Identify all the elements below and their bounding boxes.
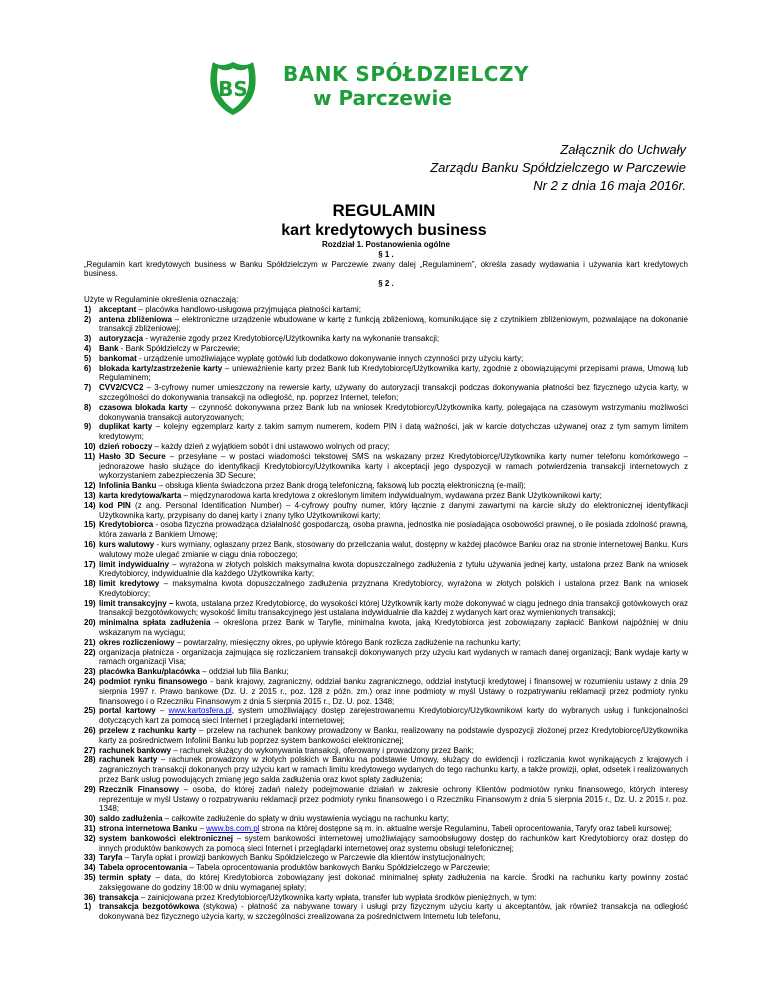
definition-text: - urządzenie umożliwiające wypłatę gotówki lub dodatkowo dokonywanie innych czynności przy użyciu karty; <box>136 353 524 363</box>
definition-item <box>84 481 688 491</box>
definition-item <box>84 746 688 756</box>
definition-text: – rachunek służący do wykonywania transakcji, oferowany i prowadzony przez Bank; <box>171 745 474 755</box>
item-number: 36) <box>84 892 96 902</box>
section-2-intro: Użyte w Regulaminie określenia oznaczają: <box>84 294 239 304</box>
item-number: 22) <box>84 647 96 657</box>
definition-term: strona internetowa Banku <box>99 824 198 834</box>
definition-text: organizacja płatnicza - organizacja zajmująca się rozliczaniem transakcji dokonywanych przy użyciu kart wydanych w ramach danej organizacji; Bank wydaje karty w ramach organizacji Visa; <box>99 647 688 667</box>
definition-item <box>84 540 688 560</box>
definition-item <box>84 344 688 354</box>
section-mark-1: § 1 . <box>378 249 394 259</box>
definition-text: - kurs wymiany, ogłaszany przez Bank, stosowany do przeliczania walut, dostępny w każdej placówce Banku oraz na stronie internetowej Banku. Kurs walutowy może ulegać zmianie w ciągu dnia roboczego; <box>99 539 689 559</box>
annex-line-1: Załącznik do Uchwały <box>560 142 686 157</box>
definition-term: limit kredytowy <box>99 579 160 589</box>
definition-link[interactable]: www.bs.com.pl <box>206 824 260 834</box>
definition-item: 25) portal kartowy – www.kartosfera.pl, system umożliwiający dostęp zarejestrowanemu Kredytobiorcy/Użytkownikowi karty do wybranych usług i funkcjonalności dotyczących kart za pomocą sieci Internet i przeglądarki internetowej; <box>84 706 688 726</box>
definition-term: Rzecznik Finansowy <box>99 784 180 794</box>
definition-term: antena zbliżeniowa <box>99 314 172 324</box>
item-number: 20) <box>84 618 96 628</box>
definition-item <box>84 364 688 384</box>
definition-item <box>84 422 688 442</box>
definition-text: – 3-cyfrowy numer umieszczony na rewersie karty, używany do autoryzacji transakcji podczas dokonywania płatności bez fizycznego użycia karty, w szczególności do dokonywania transakcji na odległość, np. poprzez Internet, telefon; <box>99 383 688 402</box>
definition-item <box>84 873 688 893</box>
bank-name: BANK SPÓŁDZIELCZY <box>283 62 529 86</box>
definition-text: - Bank Spółdzielczy w Parczewie; <box>118 343 240 353</box>
definition-text: strona na której dostępne są m. in. aktualne wersje Regulaminu, Tabeli oprocentowania, Taryfy oraz tabeli kursowej; <box>259 824 672 834</box>
definition-text: – wyrażona w złotych polskich maksymalna kwota dopuszczalnego zadłużenia z tytułu używania jednej karty, ustalona przez Bank na wniosek Kredytobiorcy, indywidualnie dla każdego Użytkownika karty; <box>99 559 689 579</box>
section-mark-2: § 2 . <box>378 279 394 289</box>
definition-term: rachunek karty <box>99 755 158 765</box>
definition-term: duplikat karty <box>99 422 153 432</box>
definition-item <box>84 667 688 677</box>
annex-note <box>430 141 686 195</box>
definition-item <box>84 501 688 521</box>
bs-logo-icon <box>207 58 259 116</box>
definition-item <box>84 334 688 344</box>
item-number: 33) <box>84 853 96 863</box>
definition-term: Kredytobiorca <box>99 520 154 530</box>
definition-text: – rachunek prowadzony w złotych polskich w Banku na podstawie Umowy, służący do ewidencji i rozliczania kwot wynikających z krajowych i zagranicznych transakcji dokonanych przy użyciu kart w ramach limitu kredytowego wydanych do tego rachunku karty, a także prowizji, opłat, odsetek i realizowanych przez Bank usług powodujących zmianę jego salda zadłużenia oraz kwot spłaty zadłużenia; <box>99 755 688 785</box>
definition-term: CVV2/CVC2 <box>99 383 144 393</box>
definition-item <box>84 599 688 619</box>
item-number: 6) <box>84 363 92 373</box>
svg-text:BS: BS <box>218 77 248 101</box>
definition-term: kurs walutowy <box>99 539 155 549</box>
definition-item: 31) strona internetowa Banku – www.bs.com.pl strona na której dostępne są m. in. aktualne wersje Regulaminu, Tabeli oprocentowania, Taryfy oraz tabeli kursowej; <box>84 824 672 834</box>
definition-text: – kolejny egzemplarz karty z takim samym numerem, kodem PIN i datą ważności, jak w karcie dotychczas używanej oraz z tym samym limitem kredytowym; <box>99 422 689 442</box>
item-number: 28) <box>84 755 96 765</box>
definition-term: saldo zadłużenia <box>99 814 163 824</box>
item-number: 26) <box>84 726 96 736</box>
definition-term: Taryfa <box>99 853 123 863</box>
definition-text: – data, do której Kredytobiorca zobowiązany jest dokonać minimalnej spłaty zadłużenia na karcie. Środki na rachunku karty powinny zostać zaksięgowane do godziny 18:00 w dniu wymaganej spłaty; <box>99 873 688 892</box>
definition-item <box>84 383 688 403</box>
definition-text: – międzynarodowa karta kredytowa z określonym limitem indywidualnym, wydawana przez Bank Użytkownikowi karty; <box>181 490 602 500</box>
definition-item <box>84 834 688 854</box>
definition-link[interactable]: www.kartosfera.pl <box>168 706 232 716</box>
item-number: 7) <box>84 383 92 393</box>
item-number: 27) <box>84 745 96 755</box>
definition-term: podmiot rynku finansowego <box>99 677 208 687</box>
bank-logo <box>207 58 567 118</box>
definition-item <box>84 491 688 501</box>
definition-text: – powtarzalny, miesięczny okres, po upływie którego Bank rozlicza zadłużenie na rachunku karty; <box>174 637 521 647</box>
definition-term: dzień roboczy <box>99 441 153 451</box>
definition-text: – Tabela oprocentowania produktów bankowych Banku Spółdzielczego w Parczewie; <box>187 863 491 873</box>
definition-term: rachunek bankowy <box>99 745 172 755</box>
item-number: 23) <box>84 667 96 677</box>
definition-item <box>84 785 688 814</box>
definitions-list <box>84 305 688 903</box>
definition-term: karta kredytowa/karta <box>99 490 182 500</box>
item-number: 21) <box>84 637 96 647</box>
item-number: 13) <box>84 490 96 500</box>
definition-text: , system umożliwiający dostęp zarejestrowanemu Kredytobiorcy/Użytkownikowi karty do wybranych usług i funkcjonalności dotyczących kart za pomocą sieci Internet i przeglądarki internetowej; <box>99 706 688 726</box>
definition-text: – Taryfa opłat i prowizji bankowych Banku Spółdzielczego w Parczewie dla klientów instytucjonalnych; <box>122 853 486 863</box>
section-1-text: „Regulamin kart kredytowych business w Banku Spółdzielczym w Parczewie zwany dalej „Regulaminem”, określa zasady wydawania i używania kart kredytowych business. <box>84 259 688 279</box>
definition-term: transakcja bezgotówkowa <box>99 902 200 912</box>
definition-text: - wyrażenie zgody przez Kredytobiorcę/Użytkownika karty na wykonanie transakcji; <box>143 334 440 344</box>
definition-text: kwota, ustalana przez Kredytobiorcę, do wysokości której Użytkownik karty może dokonywać w ciągu jednego dnia transakcji gotówkowych oraz transakcji bezgotówkowych; wysokość limitu transakcyjnego jest ustalana indywidualnie dla każdej z wydanych kart oraz wymienionych transakcji; <box>99 598 688 618</box>
definition-text: – elektroniczne urządzenie wbudowane w kartę z funkcją zbliżeniową, komunikujące się z czytnikiem zbliżeniowym, pozwalające na dokonanie transakcji zbliżeniowej; <box>99 314 688 334</box>
item-number: 12) <box>84 481 96 491</box>
definition-term: limit indywidualny <box>99 559 170 569</box>
definition-item <box>84 579 688 599</box>
definition-term: Bank <box>99 343 119 353</box>
definition-term: bankomat <box>99 353 137 363</box>
item-number: 19) <box>84 598 96 608</box>
definition-text: – oddział lub filia Banku; <box>199 667 289 677</box>
definition-term: czasowa blokada karty <box>99 402 188 412</box>
definition-item <box>84 452 688 481</box>
definition-item <box>84 726 688 746</box>
definition-term: placówka Banku/placówka <box>99 667 200 677</box>
definition-term: minimalna spłata zadłużenia <box>99 618 211 628</box>
item-number: 1) <box>84 304 92 314</box>
item-number: 35) <box>84 873 96 882</box>
item-number: 34) <box>84 863 96 873</box>
item-number: 1) <box>84 902 92 912</box>
item-number: 3) <box>84 334 92 344</box>
definition-term: blokada karty/zastrzeżenie karty <box>99 363 223 373</box>
definition-text: – zainicjowana przez Kredytobiorcę/Użytkownika karty wpłata, transfer lub wypłata środków pieniężnych, w tym: <box>138 892 537 902</box>
definition-term: limit transakcyjny – <box>99 598 174 608</box>
title-main: REGULAMIN <box>332 201 436 220</box>
definition-item <box>84 893 688 903</box>
item-number: 24) <box>84 677 96 687</box>
definition-term: Infolinia Banku <box>99 481 157 491</box>
definition-item <box>84 814 688 824</box>
item-number: 11) <box>84 451 96 461</box>
subitem <box>84 902 688 922</box>
item-number: 16) <box>84 539 96 549</box>
definition-text: – unieważnienie karty przez Bank lub Kredytobiorcę/Użytkownika karty, zgodnie z obowiązującymi przepisami prawa, Umową lub Regulaminem; <box>99 363 689 383</box>
definition-term: transakcja <box>99 892 139 902</box>
item-number: 15) <box>84 520 96 530</box>
definition-text: – czynność dokonywana przez Bank lub na wniosek Kredytobiorcy/Użytkownika karty, polegająca na czasowym wstrzymaniu możliwości dokonywania transakcji autoryzowanych; <box>99 402 688 422</box>
definition-item <box>84 560 688 580</box>
definition-term: system bankowości elektronicznej <box>99 833 234 843</box>
definition-text: – maksymalna kwota dopuszczalnego zadłużenia przyznana Kredytobiorcy, wyrażona w złotych polskich i ustalona przez Bank na wniosek Kredytobiorcy; <box>99 579 688 598</box>
definition-item <box>84 403 688 423</box>
item-number: 2) <box>84 314 92 324</box>
definition-item <box>84 638 688 648</box>
item-number: 31) <box>84 824 96 834</box>
definition-item <box>84 863 688 873</box>
definition-term: okres rozliczeniowy <box>99 637 175 647</box>
document-title <box>0 201 768 241</box>
definition-item <box>84 305 688 315</box>
definition-text: – przelew na rachunek bankowy prowadzony w Banku, realizowany na podstawie dyspozycji złożonej przez Kredytobiorcę/Użytkownika karty za pośrednictwem Infolinii Banku lub poprzez system bankowości elektronicznej; <box>99 726 688 745</box>
definition-text: – określona przez Bank w Taryfie, minimalna kwota, jaką Kredytobiorca jest zobowiązany zapłacić Bankowi najpóźniej w dniu wskazanym na wyciągu; <box>99 618 688 638</box>
item-number: 32) <box>84 833 96 843</box>
definition-text: – każdy dzień z wyjątkiem sobót i dni ustawowo wolnych od pracy; <box>152 441 390 451</box>
definition-item <box>84 853 688 863</box>
item-number: 25) <box>84 706 96 716</box>
item-number: 30) <box>84 814 96 824</box>
definition-text: (z ang. Personal Identification Number) – 4-cyfrowy poufny numer, który łącznie z danymi zawartymi na karcie służy do elektronicznej identyfikacji Użytkownika karty, przypisany do danej karty i znany tylko Użytkownikowi karty; <box>99 500 689 520</box>
definition-term: autoryzacja <box>99 334 144 344</box>
definition-text: – system bankowości internetowej umożliwiający samoobsługowy dostęp do rachunków kart Kredytobiorcy oraz dostęp do innych produktów bankowych za pomocą sieci Internet i przeglądarki internetowej oraz systemu obsługi telefonicznej; <box>99 833 688 853</box>
definition-text: – obsługa klienta świadczona przez Bank drogą telefoniczną, faksową lub pocztą elektroniczną (e-mail); <box>156 481 526 491</box>
definition-text: – przesyłane – w postaci wiadomości tekstowej SMS na wskazany przez Kredytobiorcę/Użytkownika karty numer telefonu komórkowego – jednorazowe hasło służące do identyfikacji Kredytobiorcy/Użytkownika karty i akceptacji jego dyspozycji w ramach potwierdzenia transakcji internetowych z wykorzystaniem zabezpieczenia 3D Secure; <box>99 451 688 481</box>
definition-item <box>84 755 688 784</box>
definition-term: kod PIN <box>99 500 131 510</box>
definition-term: portal kartowy <box>99 706 156 716</box>
item-number: 8) <box>84 402 92 412</box>
item-number: 14) <box>84 500 96 510</box>
definition-text: (stykowa) - płatność za nabywane towary i usługi przy fizycznym użyciu karty u akceptantów, jak również transakcja na odległość dokonywana bez fizycznego użycia karty, w szczególności zrealizowana za pośrednictwem Internetu lub telefonu, <box>99 902 688 922</box>
definition-term: termin spłaty <box>99 873 151 882</box>
document-body <box>84 240 688 922</box>
item-number: 17) <box>84 559 96 569</box>
definition-item <box>84 677 688 706</box>
annex-line-3: Nr 2 z dnia 16 maja 2016r. <box>533 178 686 193</box>
bank-city: w Parczewie <box>313 86 452 110</box>
definition-text: – placówka handlowo-usługowa przyjmująca płatności kartami; <box>136 304 361 314</box>
definition-item <box>84 618 688 638</box>
title-sub: kart kredytowych business <box>281 222 487 239</box>
item-number: 18) <box>84 579 96 589</box>
definition-item <box>84 315 688 335</box>
definition-item <box>84 354 688 364</box>
definition-term: Tabela oprocentowania <box>99 863 188 873</box>
definition-text: - osoba fizyczna prowadząca działalność gospodarczą, osoba prawna, jednostka nie posiadająca osobowości prawnej, o ile posiada zdolność prawną, która zawarła z Bankiem Umowę; <box>99 520 688 540</box>
annex-line-2: Zarządu Banku Spółdzielczego w Parczewie <box>430 160 686 175</box>
transaction-subitems <box>84 902 688 922</box>
item-number: 29) <box>84 784 96 794</box>
definition-item <box>84 442 688 452</box>
item-number: 4) <box>84 343 92 353</box>
definition-text: – całkowite zadłużenie do spłaty w dniu wystawienia wyciągu na rachunku karty; <box>162 814 449 824</box>
chapter-heading: Rozdział 1. Postanowienia ogólne <box>321 240 450 249</box>
item-number: 5) <box>84 353 92 363</box>
definition-term: Hasło 3D Secure <box>99 451 166 461</box>
definition-text: – osoba, do której zadań należy podejmowanie działań w zakresie ochrony Klientów podmiotów rynku finansowego, których interesy reprezentuje w myśl Ustawy o rozpatrywaniu reklamacji przez podmioty rynku finansowego i o Rzeczniku Finansowym z dnia 5 sierpnia 2015 r., Dz. U. z 2015 r. poz. 1348; <box>99 784 688 814</box>
item-number: 10) <box>84 441 96 451</box>
item-number: 9) <box>84 422 92 432</box>
definition-item <box>84 648 688 668</box>
definition-item <box>84 520 688 540</box>
definition-text: - bank krajowy, zagraniczny, oddział banku zagranicznego, oddział instytucji kredytowej i finansowej w rozumieniu ustawy z dnia 29 sierpnia 1997 r. Prawo bankowe (Dz. U. z 2015 r., poz. 128 z późn. zm.) oraz inne podmioty w myśl Ustawy o rozpatrywaniu reklamacji przez podmioty rynku finansowego i o Rzeczniku Finansowym z dnia 5 sierpnia 2015 r., Dz. U. poz. 1348; <box>99 677 688 706</box>
definition-term: przelew z rachunku karty <box>99 726 197 736</box>
definition-term: akceptant <box>99 304 137 314</box>
